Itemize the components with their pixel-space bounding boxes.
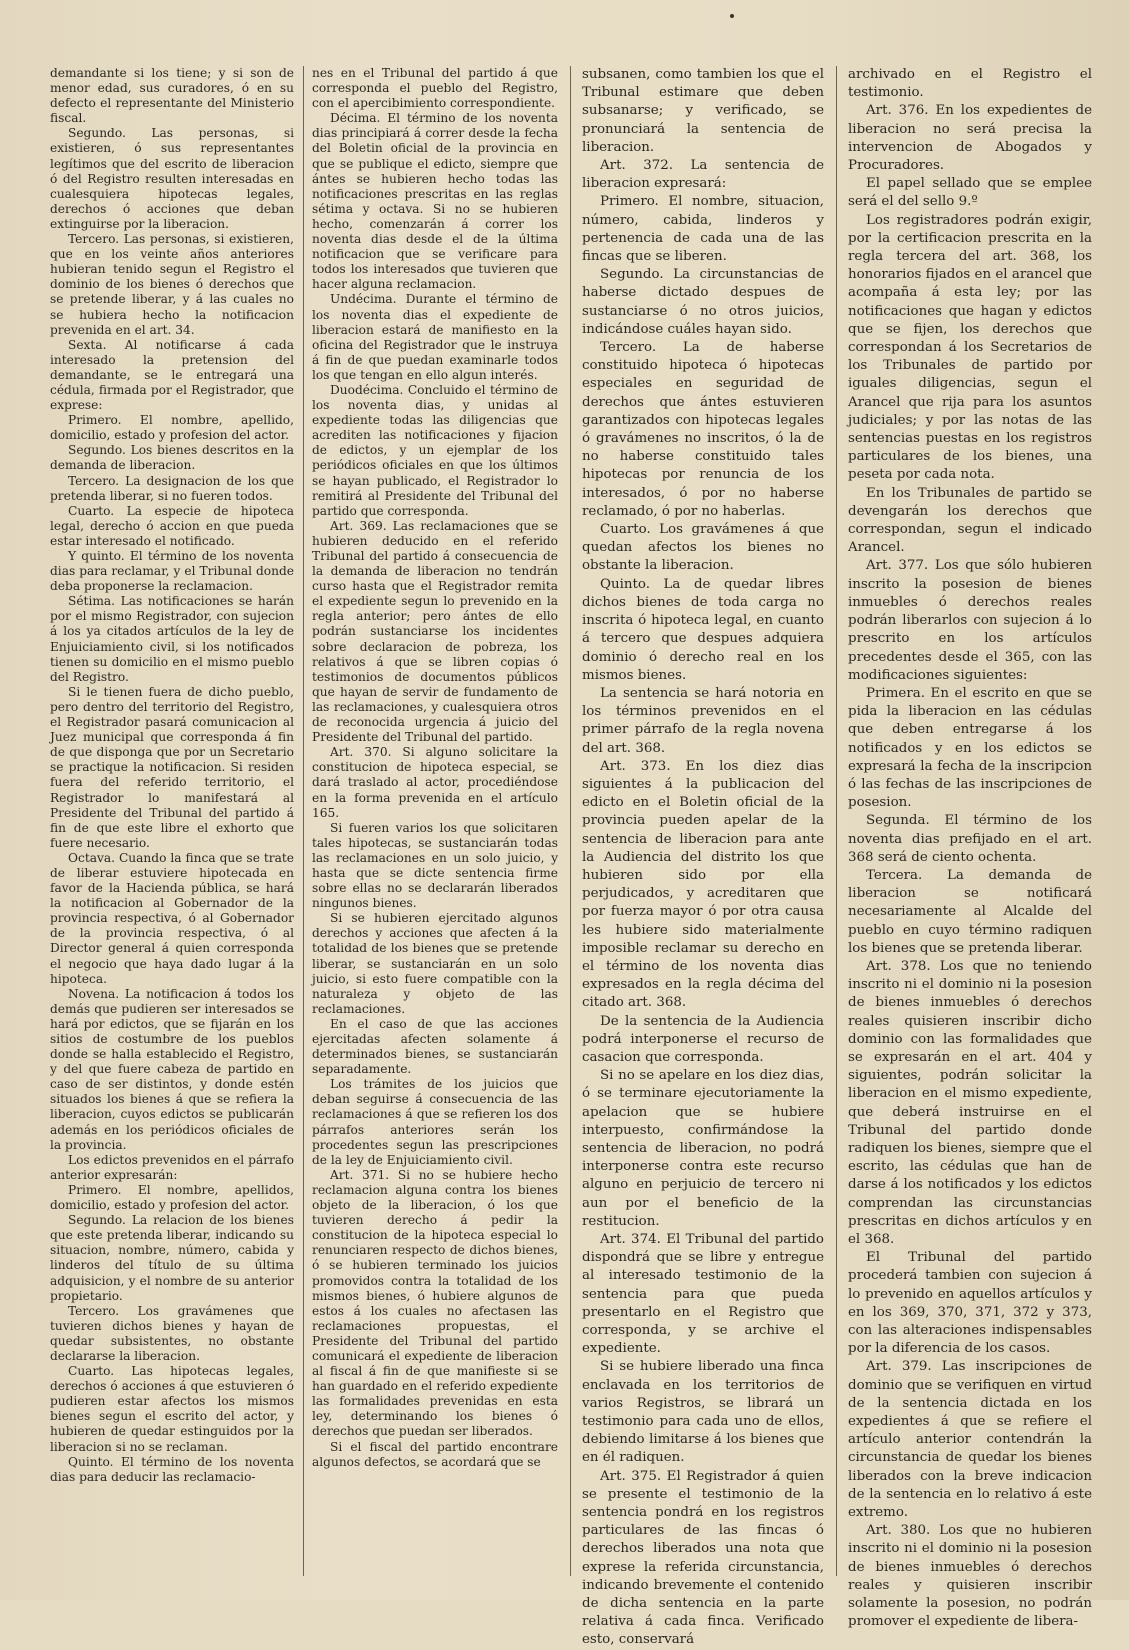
paragraph: Segundo. La relacion de los bienes que este pretenda liberar, indicando su situacion, nombre, número, cabida y linderos del título de su última adquisicion, y el nombre de su anterior propietario. <box>50 1213 294 1303</box>
paragraph: archivado en el Registro el testimonio. <box>848 67 1092 101</box>
paragraph: Segundo. Las personas, si existieren, ó sus representantes legítimos que del escrito de liberacion ó del Registro resulten interesadas en cualesquiera hipotecas legales, derechos ó acciones que deban extinguirse por la liberacion. <box>50 126 294 231</box>
text-column-3 <box>582 66 824 1648</box>
paragraph: Tercero. Los gravámenes que tuvieren dichos bienes y hayan de quedar subsistentes, no obstante declararse la liberacion. <box>50 1303 294 1363</box>
paragraph: Si se hubieren ejercitado algunos derechos y acciones que afecten á la totalidad de los bienes que se pretende liberar, se sustanciarán en un solo juicio, si esto fuere compatible con la naturaleza y objeto de las reclamaciones. <box>312 911 558 1016</box>
paragraph: Art. 369. Las reclamaciones que se hubieren deducido en el referido Tribunal del partido á consecuencia de la demanda de liberacion no tendrán curso hasta que el Registrador remita el expediente segun lo prevenido en la regla anterior; pero ántes de ello podrán sustanciarse los incidentes sobre declaracion de pobreza, los relativos á que se libren copias ó testimonios de documentos públicos que hayan de servir de fundamento de las reclamaciones, y cualesquiera otros de reconocida urgencia á juicio del Presidente del Tribunal del partido. <box>312 518 558 745</box>
paragraph: Cuarto. Los gravámenes á que quedan afectos los bienes no obstante la liberacion. <box>582 522 824 574</box>
paragraph: Si le tienen fuera de dicho pueblo, pero dentro del territorio del Registro, el Registrador pasará comunicacion al Juez municipal que corresponda á fin de que disponga que por un Secretario se practique la notificacion. Si residen fuera del referido territorio, el Registrador lo manifestará al Presidente del Tribunal del partido á fin de que este libre el exhorto que fuere necesario. <box>50 684 294 850</box>
paragraph: Los registradores podrán exigir, por la certificacion prescrita en la regla tercera del art. 368, los honorarios fijados en el arancel que acompaña á esta ley; por las notificaciones que hagan y edictos que se fijen, los derechos que correspondan á los Secretarios de los Tribunales de partido por iguales diligencias, segun el Arancel que rija para los asuntos judiciales; y por las notas de las sentencias puestas en los registros particulares de los bienes, una peseta por cada nota. <box>848 212 1092 483</box>
paragraph: Cuarto. Las hipotecas legales, derechos ó acciones á que estuvieren ó pudieren estar afectos los mismos bienes segun el escrito del actor, y hubieren de quedar estinguidos por la liberacion si no se reclaman. <box>50 1364 294 1454</box>
paragraph: Art. 370. Si alguno solicitare la constitucion de hipoteca especial, se dará traslado al actor, procediéndose en la forma prevenida en el artículo 165. <box>312 745 558 820</box>
paragraph: demandante si los tiene; y si son de menor edad, sus curadores, ó en su defecto el representante del Ministerio fiscal. <box>50 66 294 126</box>
paragraph: Primero. El nombre, apellido, domicilio, estado y profesion del actor. <box>50 413 294 443</box>
text-column-4 <box>848 66 1092 1630</box>
column-divider <box>836 66 837 1576</box>
paragraph: Si fueren varios los que solicitaren tales hipotecas, se sustanciarán todas las reclamaciones en un solo juicio, y hasta que se dicte sentencia firme sobre ellas no se declararán liberados ningunos bienes. <box>312 820 558 911</box>
paragraph: Segundo. Los bienes descritos en la demanda de liberacion. <box>50 443 294 473</box>
paragraph: Undécima. Durante el término de los noventa dias el expediente de liberacion estará de manifiesto en la oficina del Registrador que le instruya á fin de que puedan examinarle todos los que tengan en ello algun interés. <box>312 292 558 382</box>
paragraph: Tercero. La designacion de los que pretenda liberar, si no fueren todos. <box>50 473 294 503</box>
column-divider <box>303 66 304 1576</box>
paragraph: Primera. En el escrito en que se pida la liberacion en las cédulas que deben entregarse á los notificados y en los edictos se expresará la fecha de la inscripcion ó las fechas de las inscripciones de posesion. <box>848 685 1092 811</box>
ink-speck <box>730 14 734 18</box>
paragraph: Cuarto. La especie de hipoteca legal, derecho ó accion en que pueda estar interesado el notificado. <box>50 503 294 548</box>
paragraph: Los edictos prevenidos en el párrafo anterior expresarán: <box>50 1152 294 1182</box>
paragraph: Segunda. El término de los noventa dias prefijado en el art. 368 será de ciento ochenta. <box>848 813 1092 865</box>
paragraph: Si el fiscal del partido encontrare algunos defectos, se acordará que se <box>312 1439 558 1469</box>
paragraph: En los Tribunales de partido se devengarán los derechos que correspondan, segun el indicado Arancel. <box>848 485 1092 556</box>
paragraph: Segundo. La circunstancias de haberse dictado despues de sustanciarse ó no otros juicios, indicándose cuáles hayan sido. <box>582 267 824 337</box>
paragraph: De la sentencia de la Audiencia podrá interponerse el recurso de casacion que corresponda. <box>582 1013 824 1065</box>
paragraph: Tercera. La demanda de liberacion se notificará necesariamente al Alcalde del pueblo en cuyo término radiquen los bienes que se pretenda liberar. <box>848 867 1092 956</box>
paragraph: Art. 377. Los que sólo hubieren inscrito la posesion de bienes inmuebles ó derechos reales podrán liberarlos con sujecion á lo prescrito en los artículos precedentes desde el 365, con las modificaciones siguientes: <box>848 558 1092 683</box>
paragraph: El Tribunal del partido procederá tambien con sujecion á lo prevenido en aquellos artículos y en los 369, 370, 371, 372 y 373, con las alteraciones indispensables por la diferencia de los casos. <box>848 1250 1092 1357</box>
paragraph: Sexta. Al notificarse á cada interesado la pretension del demandante, se le entregará una cédula, firmada por el Registrador, que exprese: <box>50 337 294 413</box>
column-divider <box>570 66 571 1576</box>
paragraph: subsanen, como tambien los que el Tribunal estimare que deben subsanarse; y verificado, se pronunciará la sentencia de liberacion. <box>582 67 824 155</box>
paragraph: Si no se apelare en los diez dias, ó se terminare ejecutoriamente la apelacion que se hubiere interpuesto, confirmándose la sentencia de liberacion, no podrá interponerse contra este recurso alguno en perjuicio de tercero ni aun por el beneficio de la restitucion. <box>582 1068 824 1229</box>
paragraph: Y quinto. El término de los noventa dias para reclamar, y el Tribunal donde deba proponerse la reclamacion. <box>50 549 294 594</box>
paragraph: La sentencia se hará notoria en los términos prevenidos en el primer párrafo de la regla novena del art. 368. <box>582 685 824 756</box>
paragraph: Primero. El nombre, situacion, número, cabida, linderos y pertenencia de cada una de las fincas que se liberen. <box>582 194 824 265</box>
text-column-2 <box>312 66 558 1578</box>
text-column-1 <box>50 66 294 1578</box>
paragraph: Art. 379. Las inscripciones de dominio que se verifiquen en virtud de la sentencia dictada en los expedientes á que se refiere el artículo anterior contendrán la circunstancia de quedar los bienes liberados con la breve indicacion de la sentencia en lo relativo á este extremo. <box>848 1359 1092 1521</box>
paragraph: Sétima. Las notificaciones se harán por el mismo Registrador, con sujecion á los ya citados artículos de la ley de Enjuiciamiento civil, si los notificados tienen su domicilio en el mismo pueblo del Registro. <box>50 594 294 684</box>
paragraph: Art. 374. El Tribunal del partido dispondrá que se libre y entregue al interesado testimonio de la sentencia para que pueda presentarlo en el Registro que corresponda, y se archive el expediente. <box>582 1232 824 1357</box>
paragraph: En el caso de que las acciones ejercitadas afecten solamente á determinados bienes, se sustanciarán separadamente. <box>312 1016 558 1077</box>
paragraph: Quinto. El término de los noventa dias para deducir las reclamacio- <box>50 1454 294 1484</box>
paragraph: Art. 376. En los expedientes de liberacion no será precisa la intervencion de Abogados y Procuradores. <box>848 103 1092 174</box>
paragraph: Tercero. Las personas, si existieren, que en los veinte años anteriores hubieran tenido segun el Registro el dominio de los bienes ó derechos que se pretende liberar, y á las cuales no se hubiera hecho la notificacion prevenida en el art. 34. <box>50 232 294 337</box>
paragraph: Primero. El nombre, apellidos, domicilio, estado y profesion del actor. <box>50 1182 294 1213</box>
paragraph: Quinto. La de quedar libres dichos bienes de toda carga no inscrita ó hipoteca legal, en cuanto á tercero que despues adquiera dominio ó derecho real en los mismos bienes. <box>582 576 824 683</box>
paragraph: Si se hubiere liberado una finca enclavada en los territorios de varios Registros, se librará un testimonio para cada uno de ellos, debiendo limitarse á los bienes que en él radiquen. <box>582 1359 824 1466</box>
paragraph: Art. 373. En los diez dias siguientes á la publicacion del edicto en el Boletin oficial de la provincia pueden apelar de la sentencia de liberacion para ante la Audiencia del distrito los que hubieren sido por ella perjudicados, y acreditaren que por fuerza mayor ó por otra causa les hubiere sido materialmente imposible reclamar su derecho en el término de los noventa dias expresados en la regla décima del citado art. 368. <box>582 758 824 1011</box>
paragraph: Art. 372. La sentencia de liberacion expresará: <box>582 158 824 192</box>
paragraph: nes en el Tribunal del partido á que corresponda el pueblo del Registro, con el apercibimiento correspondiente. <box>312 66 558 111</box>
paragraph: Art. 380. Los que no hubieren inscrito ni el dominio ni la posesion de bienes inmuebles ó derechos reales y quisieren inscribir solamente la posesion, no podrán promover el expediente de libera- <box>848 1523 1092 1630</box>
paragraph: Novena. La notificacion á todos los demás que pudieren ser interesados se hará por edictos, que se fijarán en los sitios de costumbre de los pueblos donde se halla establecido el Registro, y del que fuere cabeza de partido en caso de ser distintos, y donde estén situados los bienes á que se refiera la liberacion, cuyos edictos se publicarán además en los periódicos oficiales de la provincia. <box>50 986 294 1152</box>
paragraph: El papel sellado que se emplee será el del sello 9.º <box>848 176 1092 210</box>
paragraph: Los trámites de los juicios que deban seguirse á consecuencia de las reclamaciones á que se refieren los dos párrafos anteriores serán los procedentes segun las prescripciones de la ley de Enjuiciamiento civil. <box>312 1077 558 1167</box>
paragraph: Duodécima. Concluido el término de los noventa dias, y unidas al expediente todas las diligencias que acrediten las notificaciones y fijacion de edictos, y un ejemplar de los periódicos oficiales en que los últimos se hayan publicado, el Registrador lo remitirá al Presidente del Tribunal del partido que corresponda. <box>312 382 558 518</box>
paragraph: Octava. Cuando la finca que se trate de liberar estuviere hipotecada en favor de la Hacienda pública, se hará la notificacion al Gobernador de la provincia respectiva, ó al Gobernador de la provincia respectiva, ó al Director general á quien corresponda el negocio que haya dado lugar á la hipoteca. <box>50 850 294 986</box>
paragraph: Art. 371. Si no se hubiere hecho reclamacion alguna contra los bienes objeto de la liberacion, ó los que tuvieren derecho á pedir la constitucion de la hipoteca especial lo renunciaren respecto de dichos bienes, ó se hubieren terminado los juicios promovidos contra la totalidad de los mismos bienes, ó hubiere algunos de estos á los cuales no afectasen las reclamaciones propuestas, el Presidente del Tribunal del partido comunicará el expediente de liberacion al fiscal á fin de que manifieste si se han guardado en el referido expediente las formalidades prevenidas en esta ley, determinando los bienes ó derechos que puedan ser liberados. <box>312 1167 558 1439</box>
paragraph: Décima. El término de los noventa dias principiará á correr desde la fecha del Boletin oficial de la provincia en que se publique el edicto, siempre que ántes se hubieren hecho todas las notificaciones prescritas en las reglas sétima y octava. Si no se hubieren hecho, comenzarán á correr los noventa dias desde el de la última notificacion que se verificare para todos los interesados que tuvieren que hacer alguna reclamacion. <box>312 111 558 292</box>
paragraph: Art. 378. Los que no teniendo inscrito ni el dominio ni la posesion de bienes inmuebles ó derechos reales quisieren inscribir dicho dominio con las formalidades que se expresarán en el art. 404 y siguientes, podrán solicitar la liberacion en el mismo expediente, que deberá instruirse en el Tribunal del partido donde radiquen los bienes, siempre que el escrito, las cédulas que han de darse á los notificados y los edictos comprendan las circunstancias prescritas en dichos artículos y en el 368. <box>848 958 1092 1247</box>
paragraph: Tercero. La de haberse constituido hipoteca ó hipotecas especiales en seguridad de derechos que ántes estuvieren garantizados con hipotecas legales ó gravámenes no inscritos, ó la de no haberse constituido tales hipotecas por renuncia de los interesados, ó por no haberse reclamado, ó por no haberlas. <box>582 340 824 519</box>
paragraph: Art. 375. El Registrador á quien se presente el testimonio de la sentencia pondrá en los registros particulares de las fincas ó derechos liberados una nota que exprese la referida circunstancia, indicando brevemente el contenido de dicha sentencia en la parte relativa á cada finca. Verificado esto, conservará <box>582 1468 824 1648</box>
